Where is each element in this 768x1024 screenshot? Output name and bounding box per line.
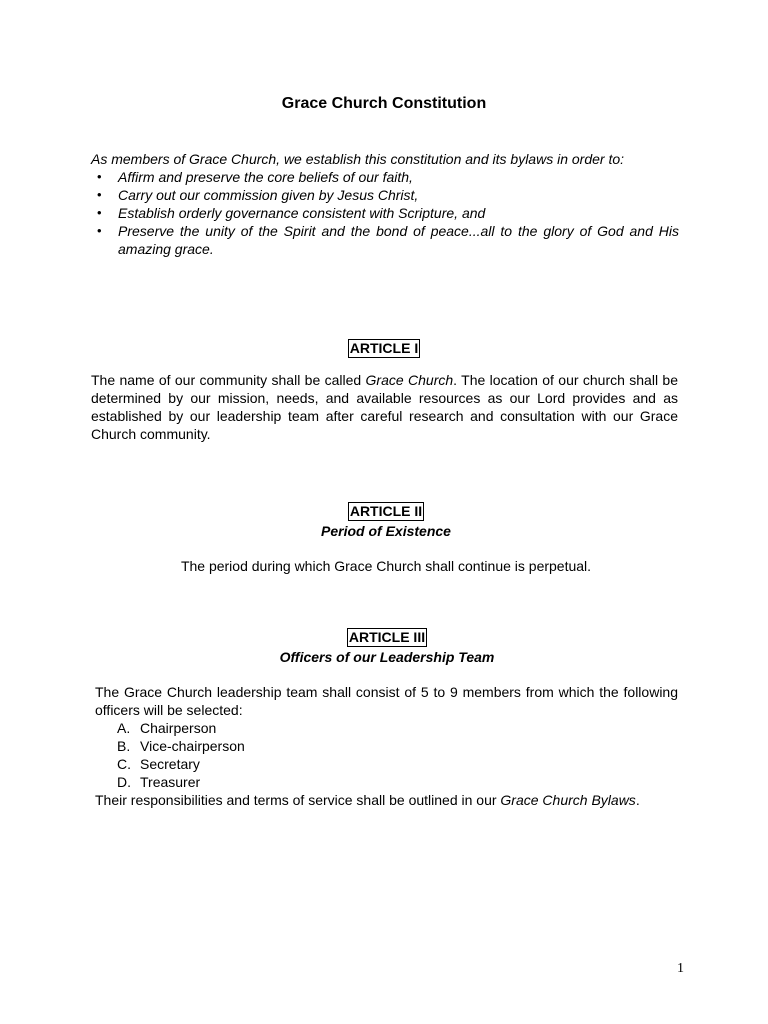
officer-title: Secretary xyxy=(140,756,200,772)
closing-text: Their responsibilities and terms of service shall be outlined in our xyxy=(95,792,501,808)
officer-title: Chairperson xyxy=(140,720,217,736)
page-number: 1 xyxy=(677,961,684,976)
article-3-header xyxy=(3,628,768,666)
article-2-body: The period during which Grace Church shall continue is perpetual. xyxy=(180,558,592,574)
document-title: Grace Church Constitution xyxy=(281,95,487,112)
church-name: Grace Church xyxy=(365,372,454,388)
officer-marker: C. xyxy=(117,756,131,772)
article-2-heading: ARTICLE II xyxy=(349,503,423,519)
officer-item xyxy=(95,719,678,737)
article-1-body xyxy=(91,371,678,443)
officer-marker: A. xyxy=(117,720,131,736)
officer-title: Treasurer xyxy=(140,774,201,790)
officer-marker: B. xyxy=(117,738,131,754)
preamble-intro: As members of Grace Church, we establish this constitution and its bylaws in order to: xyxy=(91,151,625,167)
preamble-item: • Establish orderly governance consistent with Scripture, and xyxy=(91,204,679,222)
article-3-body xyxy=(95,683,678,809)
closing-period: . xyxy=(635,792,640,808)
article-1-header xyxy=(0,339,768,358)
article-1-text: The name of our community shall be called xyxy=(91,372,366,388)
article-3-subtitle: Officers of our Leadership Team xyxy=(279,649,495,665)
article-2-subtitle: Period of Existence xyxy=(321,523,451,539)
article-3-intro: The Grace Church leadership team shall consist of 5 to 9 members from which the following officers will be selected: xyxy=(95,684,678,718)
preamble-list xyxy=(91,168,679,258)
article-1-text-rest: . The location of our church shall be determined by our mission, needs, and available resources as our Lord provides and as established by our leadership team after careful research and consultation with our Grace Church community. xyxy=(91,372,678,442)
preamble-item: • Preserve the unity of the Spirit and the bond of peace...all to the glory of God and His amazing grace. xyxy=(91,222,679,258)
officer-title: Vice-chairperson xyxy=(140,738,245,754)
article-1-paragraph xyxy=(91,371,678,443)
article-2-header xyxy=(2,502,768,540)
officer-item xyxy=(95,737,678,755)
article-3-heading: ARTICLE III xyxy=(348,629,426,645)
article-1-heading: ARTICLE I xyxy=(349,340,419,356)
officer-item xyxy=(95,773,678,791)
officer-list xyxy=(95,719,678,791)
article-3-closing xyxy=(95,791,678,809)
preamble-item: • Affirm and preserve the core beliefs of our faith, xyxy=(91,168,679,186)
officer-item xyxy=(95,755,678,773)
officer-marker: D. xyxy=(117,774,131,790)
bylaws-name: Grace Church Bylaws xyxy=(500,792,636,808)
preamble xyxy=(91,150,679,258)
preamble-item: • Carry out our commission given by Jesus Christ, xyxy=(91,186,679,204)
